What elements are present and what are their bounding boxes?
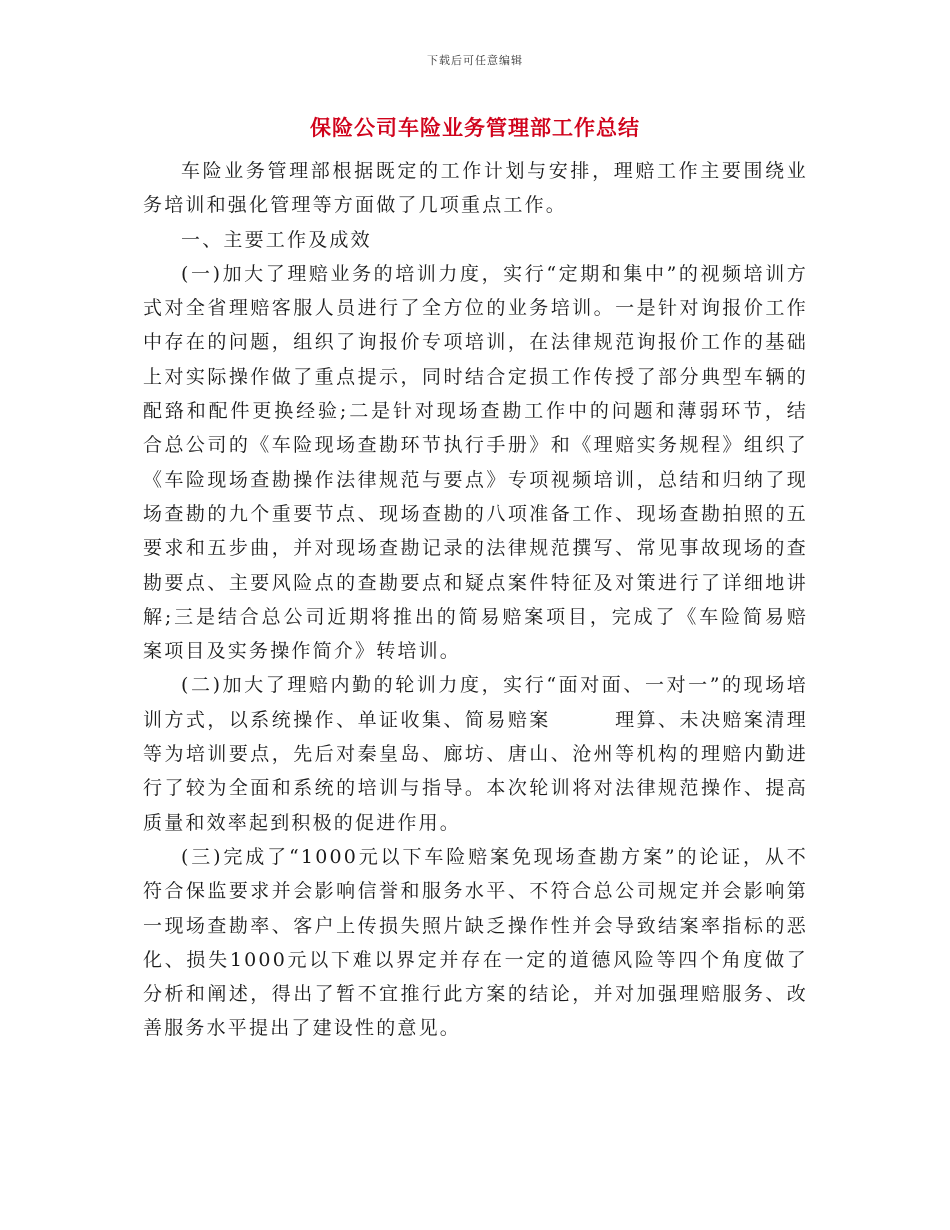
document-body xyxy=(143,154,808,1046)
paragraph-item-1: (一)加大了理赔业务的培训力度，实行“定期和集中”的视频培训方式对全省理赔客服人员进行了全方位的业务培训。一是针对询报价工作中存在的问题，组织了询报价专项培训，在法律规范询报价工作的基础上对实际操作做了重点提示，同时结合定损工作传授了部分典型车辆的配臵和配件更换经验;二是针对现场查勘工作中的问题和薄弱环节，结合总公司的《车险现场查勘环节执行手册》和《理赔实务规程》组织了《车险现场查勘操作法律规范与要点》专项视频培训，总结和归纳了现场查勘的九个重要节点、现场查勘的八项准备工作、现场查勘拍照的五要求和五步曲，并对现场查勘记录的法律规范撰写、常见事故现场的查勘要点、主要风险点的查勘要点和疑点案件特征及对策进行了详细地讲解;三是结合总公司近期将推出的简易赔案项目，完成了《车险简易赔案项目及实务操作简介》转培训。 xyxy=(143,262,808,663)
paragraph-intro: 车险业务管理部根据既定的工作计划与安排，理赔工作主要围绕业务培训和强化管理等方面做了几项重点工作。 xyxy=(143,160,808,217)
document-title: 保险公司车险业务管理部工作总结 xyxy=(310,115,640,140)
header-note: 下载后可任意编辑 xyxy=(427,54,523,67)
paragraph-item-3: (三)完成了“1000元以下车险赔案免现场查勘方案”的论证，从不符合保监要求并会影响信誉和服务水平、不符合总公司规定并会影响第一现场查勘率、客户上传损失照片缺乏操作性并会导致结案率指标的恶化、损失1000元以下难以界定并存在一定的道德风险等四个角度做了分析和阐述，得出了暂不宜推行此方案的结论，并对加强理赔服务、改善服务水平提出了建设性的意见。 xyxy=(143,845,808,1040)
section-heading: 一、主要工作及成效 xyxy=(181,228,372,251)
paragraph-item-2: (二)加大了理赔内勤的轮训力度，实行“面对面、一对一”的现场培训方式，以系统操作、单证收集、简易赔案 理算、未决赔案清理等为培训要点，先后对秦皇岛、廊坊、唐山、沧州等机构的理赔内勤进行了较为全面和系统的培训与指导。本次轮训将对法律规范操作、提高质量和效率起到积极的促进作用。 xyxy=(143,674,808,834)
